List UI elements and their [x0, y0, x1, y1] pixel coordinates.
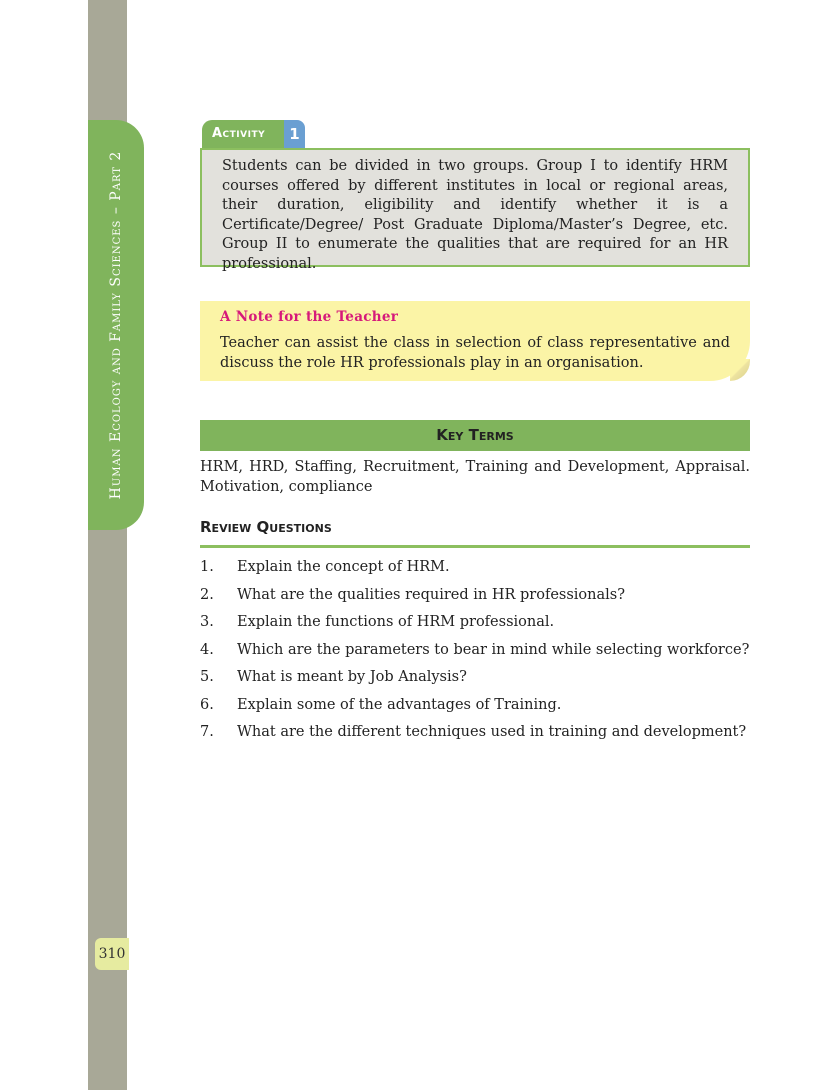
- running-title: Human Ecology and Family Sciences – Part 2: [108, 150, 124, 500]
- teacher-note-heading: A Note for the Teacher: [220, 309, 399, 325]
- question-number: 6.: [200, 696, 214, 713]
- question-number: 3.: [200, 614, 214, 630]
- question-number: 5.: [200, 669, 214, 685]
- key-terms-heading: Key Terms: [200, 420, 750, 451]
- review-questions-list: [200, 558, 760, 751]
- teacher-note-text: Teacher can assist the class in selection of class representative and discuss the role HR professionals play in an organisation.: [220, 335, 730, 371]
- question-item: [200, 586, 760, 614]
- question-item: [200, 696, 760, 724]
- question-item: [200, 613, 760, 641]
- question-number: 1.: [200, 559, 214, 575]
- question-text: What is meant by Job Analysis?: [237, 669, 467, 685]
- activity-number: 1: [284, 120, 305, 148]
- question-item: [200, 723, 760, 751]
- question-text: Explain the concept of HRM.: [237, 559, 450, 575]
- section-divider: [200, 545, 750, 548]
- question-item: [200, 668, 760, 696]
- question-text: Which are the parameters to bear in mind while selecting workforce?: [237, 641, 750, 658]
- activity-box: [200, 148, 750, 272]
- question-number: 2.: [200, 586, 214, 603]
- question-text: What are the qualities required in HR professionals?: [237, 586, 625, 603]
- activity-text: Students can be divided in two groups. Group I to identify HRM courses offered by different institutes in local or regional areas, their duration, eligibility and identify whether it is a Certificate/Degree/ Post Graduate Diploma/Master’s Degree, etc. Group II to enumerate the qualities that are required for an HR professional.: [222, 158, 728, 272]
- question-text: Explain the functions of HRM professional.: [237, 614, 555, 630]
- question-item: [200, 558, 760, 586]
- page-curl-decoration: [730, 359, 750, 381]
- teacher-note-box: [200, 301, 750, 381]
- question-number: 7.: [200, 724, 214, 740]
- activity-label: Activity: [202, 120, 284, 148]
- page-number: 310: [95, 938, 129, 970]
- review-questions-heading: Review Questions: [200, 518, 332, 536]
- question-number: 4.: [200, 641, 214, 658]
- question-text: Explain some of the advantages of Training.: [237, 696, 562, 713]
- question-item: [200, 641, 760, 669]
- key-terms-text: HRM, HRD, Staffing, Recruitment, Training and Development, Appraisal. Motivation, compliance: [200, 459, 750, 495]
- question-text: What are the different techniques used in training and development?: [237, 724, 747, 740]
